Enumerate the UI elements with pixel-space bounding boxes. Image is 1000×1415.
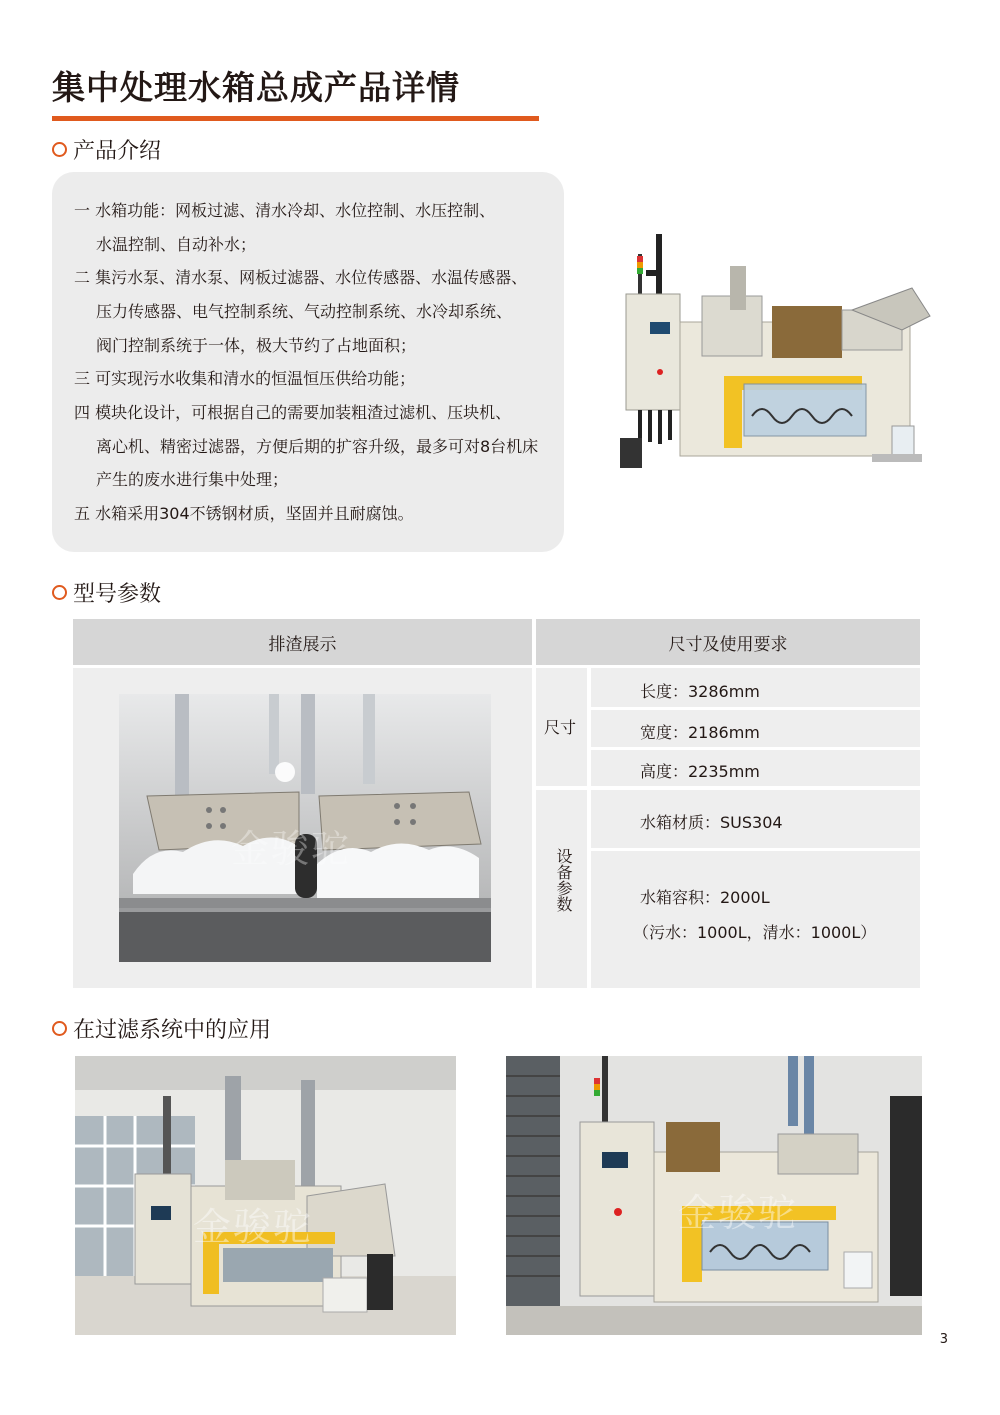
intro-line: 离心机、精密过滤器，方便后期的扩容升级，最多可对8台机床	[96, 437, 539, 456]
watermark-text: 金骏驼	[193, 1205, 314, 1249]
equipment-group-label: 设备参数	[554, 848, 573, 912]
intro-line: 压力传感器、电气控制系统、气动控制系统、水冷却系统、	[96, 302, 513, 321]
intro-line: 四 模块化设计，可根据自己的需要加装粗渣过滤机、压块机、	[74, 403, 512, 422]
slag-photo	[119, 694, 491, 962]
intro-line: 三 可实现污水收集和清水的恒温恒压供给功能；	[74, 369, 416, 388]
section-label: 产品介绍	[73, 138, 162, 164]
section-label: 在过滤系统中的应用	[73, 1017, 272, 1043]
section-heading-application	[52, 1013, 271, 1043]
product-photo	[612, 226, 942, 476]
intro-line: 阀门控制系统于一体，极大节约了占地面积；	[96, 336, 417, 355]
spec-material: 水箱材质：SUS304	[640, 813, 783, 832]
spec-capacity-detail: （污水：1000L，清水：1000L）	[633, 923, 877, 942]
table-header-slag-display: 排渣展示	[73, 619, 532, 665]
section-heading-specs	[52, 577, 161, 607]
intro-line: 产生的废水进行集中处理；	[96, 470, 289, 489]
size-group-label: 尺寸	[544, 718, 577, 737]
circle-bullet-icon	[52, 585, 67, 600]
circle-bullet-icon	[52, 142, 67, 157]
application-photo-right	[506, 1056, 922, 1335]
intro-line: 一 水箱功能：网板过滤、清水冷却、水位控制、水压控制、	[74, 201, 496, 220]
intro-panel	[52, 172, 564, 552]
watermark-text: 金骏驼	[231, 827, 352, 871]
intro-line: 二 集污水泵、清水泵、网板过滤器、水位传感器、水温传感器、	[74, 268, 528, 287]
section-heading-intro	[52, 134, 161, 164]
spec-length: 长度：3286mm	[640, 682, 760, 701]
spec-width: 宽度：2186mm	[640, 723, 760, 742]
circle-bullet-icon	[52, 1021, 67, 1036]
section-label: 型号参数	[73, 581, 162, 607]
application-photo-left	[75, 1056, 456, 1335]
intro-line: 水温控制、自动补水；	[96, 235, 257, 254]
spec-capacity: 水箱容积：2000L	[640, 888, 770, 907]
spec-height: 高度：2235mm	[640, 762, 760, 781]
title-underline	[52, 116, 539, 121]
table-header-size-requirements: 尺寸及使用要求	[536, 619, 920, 665]
intro-line: 五 水箱采用304不锈钢材质，坚固并且耐腐蚀。	[74, 504, 414, 523]
page-number: 3	[939, 1332, 948, 1347]
page-title: 集中处理水箱总成产品详情	[52, 68, 460, 107]
watermark-text: 金骏驼	[678, 1191, 799, 1235]
